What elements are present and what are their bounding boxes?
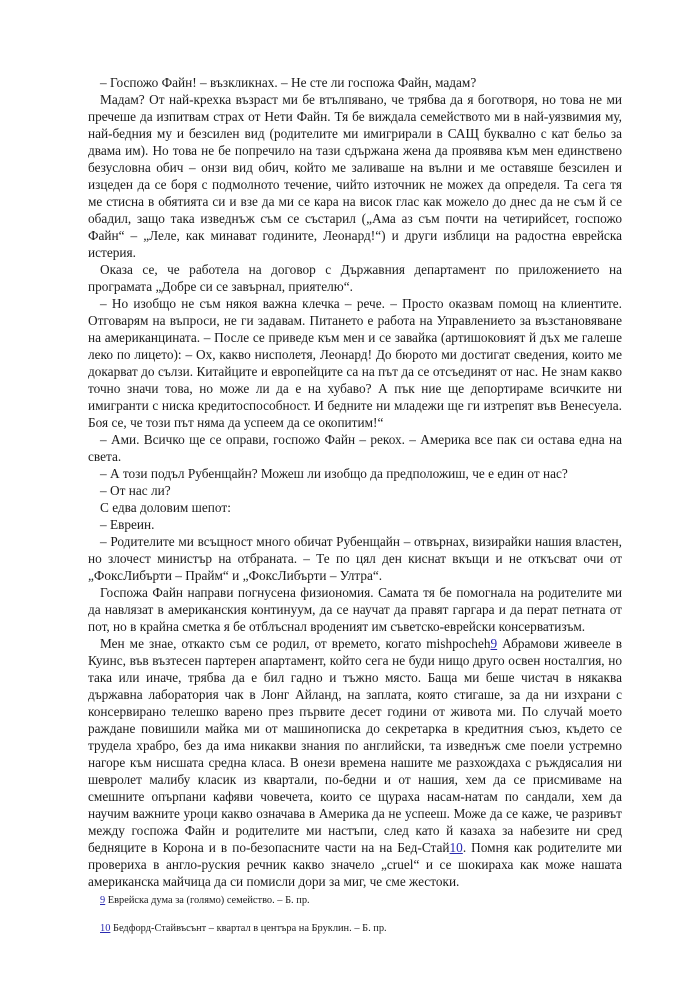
footnote-ref-9[interactable]: 9 [490, 636, 498, 651]
paragraph: Госпожа Файн направи погнусена физиономия. Самата тя бе помогнала на родителите ми да навлязат в американския континуум, да се научат да правят гаргара и да перат петната от пот, но в крайна сметка я бе отблъснал вроденият им съветско-еврейски консерватизъм. [88, 585, 622, 634]
paragraph: – Но изобщо не съм някоя важна клечка – рече. – Просто оказвам помощ на клиентите. Отговарям на въпроси, не ги задавам. Питането е работа на Управлението за възстановяване на американцината. – После се приведе към мен и се завайка (артишоковият й дъх ме галеше леко по лицето): – Ох, какво нисполетя, Леонард! До бюрото ми достигат сведения, които ме докарват до сълзи. Китайците и европейците са на път да се отсъединят от нас. Не знам какво точно значи това, но може ли да е на хубаво? А пък ние ще депортираме всичките ни имигранти с ниска кредитоспособност. И бедните ни младежи ще ги изтрепят във Венесуела. Боя се, че този път няма да успеем да се окопитим!“ [88, 296, 622, 430]
footnote-10 [88, 922, 622, 936]
footnote-9 [88, 894, 622, 908]
paragraph: Оказа се, че работела на договор с Държавния департамент по приложението на програмата „Добре си се завърнал, приятелю“. [88, 262, 622, 294]
footnote-text: Бедфорд-Стайвъсънт – квартал в центъра на Бруклин. – Б. пр. [110, 923, 387, 934]
paragraph: – От нас ли? [100, 483, 171, 498]
footnote-text: Еврейска дума за (голямо) семейство. – Б. пр. [105, 895, 310, 906]
document-page [88, 74, 622, 936]
paragraph: – Госпожо Файн! – възкликнах. – Не сте ли госпожа Файн, мадам? [100, 75, 477, 90]
footnote-backlink-10[interactable]: 10 [100, 923, 111, 934]
paragraph-with-footnotes [88, 635, 622, 890]
paragraph: – Евреин. [100, 517, 155, 532]
paragraph-text: Абрамови живееле в Куинс, във възтесен партерен апартамент, който сега не буди нищо друго освен носталгия, но така или иначе, трябва да е бил гадно и тъжно място. Баща ми беше чистач в някаква държавна лаборатория чак в Лонг Айланд, на заплата, която стигаше, за да ни изхрани с консервирано телешко варено през първите десет години от живота ми. По случай моето раждане повишили майка ми от машинописка до секретарка в кредитния съюз, където се трудела храбро, без да има никакви знания по английски, та изведнъж сме поели устремно нагоре към нисшата средна класа. В онези времена нашите ме разхождаха с ръждясалия ни шевролет малибу класик из квартали, по-бедни и от нашия, хем да се присмиваме на смешните опърпани кафяви човечета, които се щураха насам-натам по сандали, хем да научим важните уроци какво означава в Америка да не успееш. Може да се каже, че разривът между госпожа Файн и родителите ми настъпи, след като й казаха за набезите ни сред бедняците в Корона и в по-безопасните части на на Бед-Стай [88, 636, 622, 855]
footnote-ref-10[interactable]: 10 [449, 840, 463, 855]
paragraph: – А този подъл Рубенщайн? Можеш ли изобщо да предположиш, че е един от нас? [100, 466, 568, 481]
footnote-backlink-9[interactable]: 9 [100, 895, 106, 906]
footnotes [88, 894, 622, 936]
paragraph: Мадам? От най-крехка възраст ми бе втълпявано, че трябва да я боготворя, но това не ми пречеше да изпитвам страх от Нети Файн. Тя бе виждала семейството ми в най-уязвимия му, най-бедния му и безсилен вид (родителите ми имигрирали в САЩ буквално с кат бельо за двама им). Но това не бе попречило на тази сдържана жена да проявява към мен единствено безусловна обич – онзи вид обич, който ме заливаше на вълни и ме оставяше безсилен и изцеден да се боря с подмолното течение, чийто източник не можех да определя. Та сега тя ме стисна в обятията си и взе да ми се кара на висок глас как можело до днес да не съм й се обадил, защо така изведнъж съм се състарил („Ама аз съм почти на четирийсет, госпожо Файн“ – „Леле, как минават годините, Леонард!“) и други изблици на радостна еврейска истерия. [88, 92, 622, 260]
paragraph: С едва доловим шепот: [100, 500, 231, 515]
paragraph: – Родителите ми всъщност много обичат Рубенщайн – отвърнах, визирайки нашия властен, но злочест министър на отбраната. – Те по цял ден киснат вкъщи и не откъсват очи от „ФоксЛибърти – Прайм“ и „ФоксЛибърти – Ултра“. [88, 534, 622, 583]
paragraph-text: . Помня как родителите ми провериха в англо-руския речник какво значело „cruel“ и се шокираха как може нашата американска майчица да си помисли дори за миг, че сме жестоки. [88, 840, 623, 889]
paragraph-text: Мен ме знае, откакто съм се родил, от времето, когато mishpocheh [100, 636, 491, 651]
paragraph: – Ами. Всичко ще се оправи, госпожо Файн – рекох. – Америка все пак си остава една на света. [88, 432, 622, 464]
